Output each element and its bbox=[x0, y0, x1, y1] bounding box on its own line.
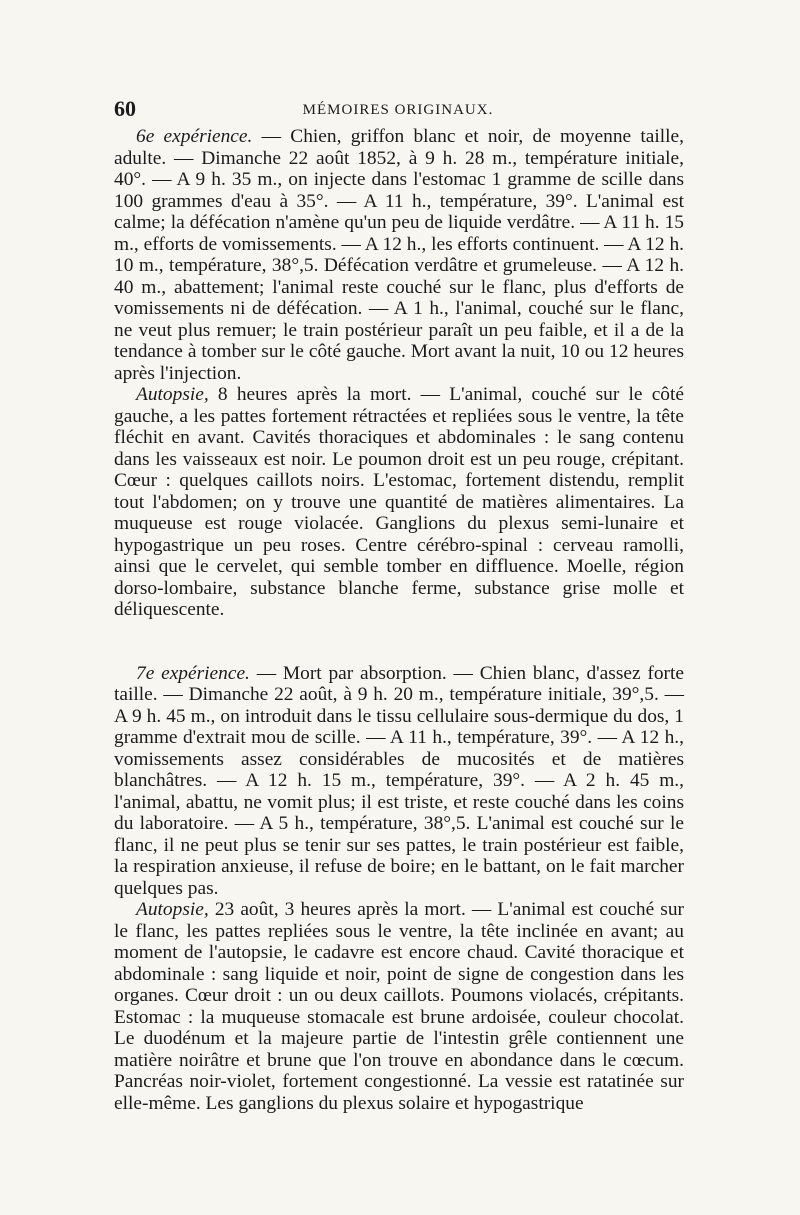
page-header bbox=[114, 96, 682, 126]
autopsy-6-text: 8 heures après la mort. — L'animal, couché sur le côté gauche, a les pattes fortement rétractées et repliées sous le ventre, la tête fléchit en avant. Cavités thoraciques et abdominales : le sang contenu dans les vaisseaux est noir. Le poumon droit est un peu rouge, crépitant. Cœur : quelques caillots noirs. L'estomac, fortement distendu, remplit tout l'abdomen; on y trouve une quantité de matières alimentaires. La muqueuse est rouge violacée. Ganglions du plexus semi-lunaire et hypogastrique un peu roses. Centre cérébro-spinal : cerveau ramolli, ainsi que le cervelet, qui semble tomber en diffluence. Moelle, région dorso-lombaire, substance blanche ferme, substance grise molle et déliquescente. bbox=[114, 384, 684, 620]
experiment-7-text: — Mort par absorption. — Chien blanc, d'assez forte taille. — Dimanche 22 août, à 9 h. 20 m., température initiale, 39°,5. — A 9 h. 45 m., on introduit dans le tissu cellulaire sous-dermique du dos, 1 gramme d'extrait mou de scille. — A 11 h., température, 39°. — A 12 h., vomissements assez considérables de mucosités et de matières blanchâtres. — A 12 h. 15 m., température, 39°. — A 2 h. 45 m., l'animal, abattu, ne vomit plus; il est triste, et reste couché dans les coins du laboratoire. — A 5 h., température, 38°,5. L'animal est couché sur le flanc, il ne peut plus se tenir sur ses pattes, le train postérieur est faible, la respiration anxieuse, il refuse de boire; en le battant, on le fait marcher quelques pas. bbox=[114, 662, 684, 899]
autopsy-7-text: 23 août, 3 heures après la mort. — L'animal est couché sur le flanc, les pattes repliées sous le ventre, la tête inclinée en avant; au moment de l'autopsie, le cadavre est encore chaud. Cavité thoracique et abdominale : sang liquide et noir, point de signe de congestion dans les organes. Cœur droit : un ou deux caillots. Poumons violacés, crépitants. Estomac : la muqueuse stomacale est brune ardoisée, couleur chocolat. Le duodénum et la majeure partie de l'intestin grêle contiennent une matière noirâtre et brune que l'on trouve en abondance dans le cœcum. Pancréas noir-violet, fortement congestionné. La vessie est ratatinée sur elle-même. Les ganglions du plexus solaire et hypogastrique bbox=[114, 899, 684, 1114]
experiment-6-label: 6e expérience. bbox=[136, 126, 253, 147]
experiment-6-autopsy bbox=[114, 384, 684, 621]
autopsy-7-label: Autopsie, bbox=[136, 899, 209, 920]
page-body bbox=[114, 126, 684, 1114]
section-spacer bbox=[114, 621, 684, 663]
autopsy-6-label: Autopsie, bbox=[136, 384, 209, 405]
experiment-7-autopsy bbox=[114, 899, 684, 1114]
page-number: 60 bbox=[114, 96, 136, 121]
experiment-6-protocol bbox=[114, 126, 684, 384]
experiment-6-section bbox=[114, 126, 684, 621]
experiment-7-section bbox=[114, 663, 684, 1115]
experiment-7-label: 7e expérience. bbox=[136, 662, 250, 684]
running-title: MÉMOIRES ORIGINAUX. bbox=[302, 102, 494, 118]
experiment-6-text: — Chien, griffon blanc et noir, de moyenne taille, adulte. — Dimanche 22 août 1852, à 9 h. 28 m., température initiale, 40°. — A 9 h. 35 m., on injecte dans l'estomac 1 gramme de scille dans 100 grammes d'eau à 35°. — A 11 h., température, 39°. L'animal est calme; la défécation n'amène qu'un peu de liquide verdâtre. — A 11 h. 15 m., efforts de vomissements. — A 12 h., les efforts continuent. — A 12 h. 10 m., température, 38°,5. Défécation verdâtre et grumeleuse. — A 12 h. 40 m., abattement; l'animal reste couché sur le flanc, plus d'efforts de vomissements ni de défécation. — A 1 h., l'animal, couché sur le flanc, ne veut plus remuer; le train postérieur paraît un peu faible, et il a de la tendance à tomber sur le côté gauche. Mort avant la nuit, 10 ou 12 heures après l'injection. bbox=[114, 126, 684, 384]
experiment-7-protocol bbox=[114, 663, 684, 900]
